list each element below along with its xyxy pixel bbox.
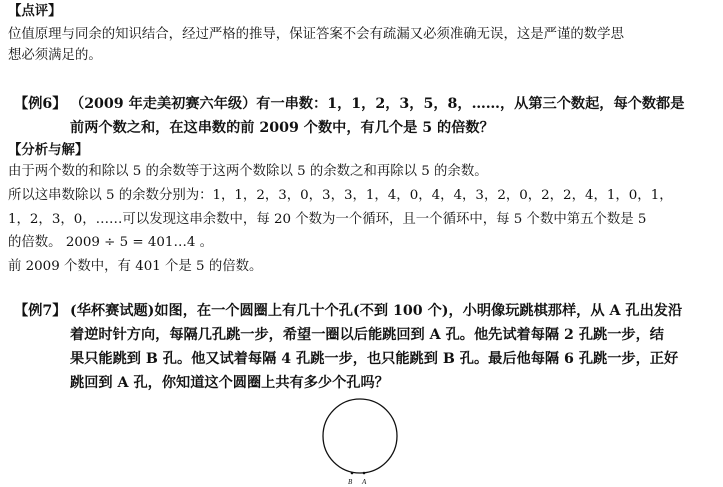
example7-problem-line-2: 着逆时针方向，每隔几孔跳一步，希望一圈以后能跳回到 A 孔。他先试着每隔 2 孔跳一步，结 <box>70 327 664 343</box>
example6-label: 【例6】 <box>14 96 67 112</box>
review-heading: 【点评】 <box>8 3 62 19</box>
example7-problem-line-1: (华杯赛试题)如图，在一个圆圈上有几十个孔(不到 100 个)，小明像玩跳棋那样，从 A 孔出发沿 <box>70 303 683 319</box>
hole-b-label: B <box>348 478 353 486</box>
example7-problem-line-4: 跳回到 A 孔，你知道这个圆圈上共有多少个孔吗？ <box>70 375 389 391</box>
hole-a-mark <box>363 472 366 475</box>
analysis-line-2: 所以这串数除以 5 的余数分别为：1，1，2，3，0，3，3，1，4，0，4，4，3，2，0，2，2，4，1，0，1， <box>8 188 673 203</box>
example7-problem-line-3: 果只能跳到 B 孔。他又试着每隔 4 孔跳一步，也只能跳到 B 孔。最后他每隔 6 孔跳一步，正好 <box>70 351 679 367</box>
example6-problem-line-1: （2009 年走美初赛六年级）有一串数：1，1，2，3，5，8，……，从第三个数起，每个数都是 <box>70 96 685 112</box>
hole-a-label: A <box>362 478 367 486</box>
analysis-line-4: 的倍数。 2009 ÷ 5 = 401…4 。 <box>8 235 213 250</box>
example7-label: 【例7】 <box>14 303 67 319</box>
circle-figure <box>320 396 400 487</box>
analysis-line-5: 前 2009 个数中，有 401 个是 5 的倍数。 <box>8 259 263 274</box>
analysis-heading: 【分析与解】 <box>8 142 89 158</box>
analysis-line-3: 1，2，3，0，……可以发现这串余数中，每 20 个数为一个循环，且一个循环中，每 5 个数中第五个数是 5 <box>8 212 647 227</box>
hole-b-mark <box>351 472 354 475</box>
review-line-2: 想必须满足的。 <box>8 48 102 63</box>
example6-problem-line-2: 前两个数之和，在这串数的前 2009 个数中，有几个是 5 的倍数？ <box>70 120 494 136</box>
review-line-1: 位值原理与同余的知识结合，经过严格的推导，保证答案不会有疏漏又必须准确无误，这是严谨的数学思 <box>8 27 624 42</box>
hole-circle <box>323 399 397 473</box>
analysis-line-1: 由于两个数的和除以 5 的余数等于这两个数除以 5 的余数之和再除以 5 的余数。 <box>8 164 488 179</box>
